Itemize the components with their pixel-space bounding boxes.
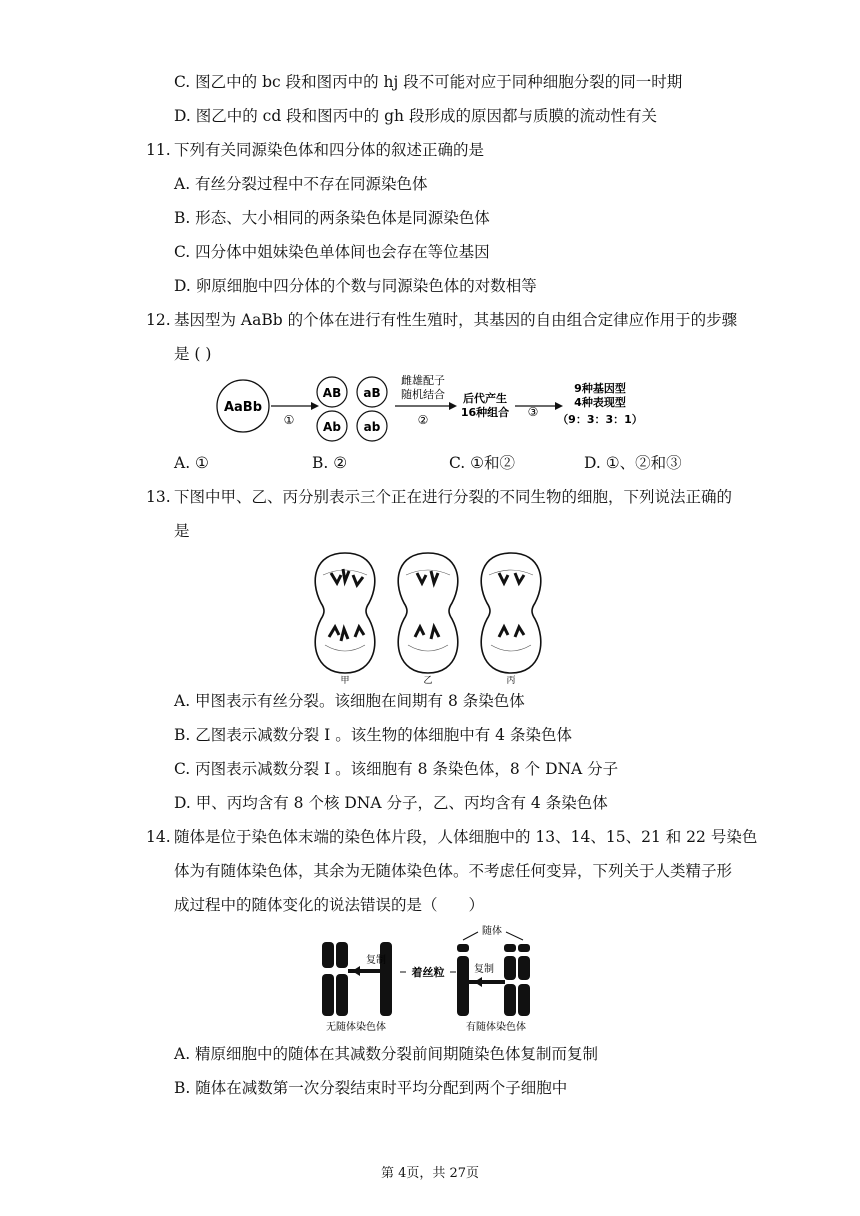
q11-option-b: B. 形态、大小相同的两条染色体是同源染色体 <box>174 209 490 227</box>
copy-label-left: 复制 <box>366 955 386 966</box>
cell-label-bing: 丙 <box>506 676 516 685</box>
q10-option-d: D. 图乙中的 cd 段和图丙中的 gh 段形成的原因都与质膜的流动性有关 <box>174 107 657 125</box>
q12-stem-line2: 是 ( ) <box>174 345 212 363</box>
page-footer: 第 4页，共 27页 <box>380 1166 480 1181</box>
q13-stem-line2: 是 <box>174 522 190 540</box>
q13-option-a: A. 甲图表示有丝分裂。该细胞在间期有 8 条染色体 <box>174 692 525 710</box>
q14-stem-line3: 成过程中的随体变化的说法错误的是（ ） <box>174 896 485 914</box>
gamete-label: Ab <box>323 420 341 434</box>
caption-with-satellite: 有随体染色体 <box>466 1022 526 1033</box>
q13-option-d: D. 甲、丙均含有 8 个核 DNA 分子，乙、丙均含有 4 条染色体 <box>174 794 608 812</box>
cell-label-jia: 甲 <box>340 676 350 685</box>
q13-option-c: C. 丙图表示减数分裂 I 。该细胞有 8 条染色体，8 个 DNA 分子 <box>174 760 619 778</box>
offspring-line2: 16种组合 <box>460 406 510 419</box>
q14-chromosome-figure <box>318 922 548 1034</box>
result-line3: （9：3：3：1） <box>557 413 643 426</box>
gamete-label: ab <box>363 420 381 434</box>
q11-option-c: C. 四分体中姐妹染色单体间也会存在等位基因 <box>174 243 490 261</box>
q14-option-a: A. 精原细胞中的随体在其减数分裂前间期随染色体复制而复制 <box>174 1045 599 1063</box>
q12-option-d: D. ①、②和③ <box>584 454 682 472</box>
parent-genotype: AaBb <box>223 400 263 415</box>
cell-bing <box>481 553 541 673</box>
arrow-right <box>474 977 482 987</box>
q12-option-c: C. ①和② <box>449 454 516 472</box>
q12-number: 12. <box>146 311 171 329</box>
step-2-label: ② <box>417 413 429 427</box>
gamete-label: AB <box>322 386 342 400</box>
step-2-text-line1: 雌雄配子 <box>401 374 445 387</box>
q12-option-a: A. ① <box>174 454 209 472</box>
q14-stem-line1: 随体是位于染色体末端的染色体片段，人体细胞中的 13、14、15、21 和 22 号染色 <box>174 828 758 846</box>
q13-option-b: B. 乙图表示减数分裂 I 。该生物的体细胞中有 4 条染色体 <box>174 726 572 744</box>
cell-label-yi: 乙 <box>423 676 433 685</box>
satellite-label: 随体 <box>482 926 502 937</box>
q10-option-c: C. 图乙中的 bc 段和图丙中的 hj 段不可能对应于同种细胞分裂的同一时期 <box>174 73 683 91</box>
q13-cells-figure <box>303 545 553 685</box>
q14-stem-line2: 体为有随体染色体，其余为无随体染色体。不考虑任何变异，下列关于人类精子形 <box>174 862 733 880</box>
step-3-label: ③ <box>527 405 539 419</box>
chromosome-without-satellite <box>322 942 392 1016</box>
copy-label-right: 复制 <box>474 964 494 975</box>
centromere-label: 着丝粒 <box>411 966 445 979</box>
q13-number: 13. <box>146 488 171 506</box>
result-line1: 9种基因型 <box>574 382 626 395</box>
result-line2: 4种表现型 <box>574 396 626 409</box>
q14-number: 14. <box>146 828 171 846</box>
cell-jia <box>315 553 375 673</box>
q14-option-b: B. 随体在减数第一次分裂结束时平均分配到两个子细胞中 <box>174 1079 568 1097</box>
cell-yi <box>398 553 458 673</box>
q11-option-d: D. 卵原细胞中四分体的个数与同源染色体的对数相等 <box>174 277 537 295</box>
q11-option-a: A. 有丝分裂过程中不存在同源染色体 <box>174 175 428 193</box>
step-1-label: ① <box>283 413 295 427</box>
q11-number: 11. <box>146 141 171 159</box>
arrow-left <box>352 966 360 976</box>
gamete-label: aB <box>363 386 381 400</box>
caption-without-satellite: 无随体染色体 <box>326 1022 386 1033</box>
q12-option-b: B. ② <box>312 454 348 472</box>
q12-figure <box>215 372 685 444</box>
step-2-text-line2: 随机结合 <box>401 388 445 401</box>
q13-stem-line1: 下图中甲、乙、丙分别表示三个正在进行分裂的不同生物的细胞，下列说法正确的 <box>174 488 733 506</box>
offspring-line1: 后代产生 <box>463 392 507 405</box>
q12-stem-line1: 基因型为 AaBb 的个体在进行有性生殖时，其基因的自由组合定律应作用于的步骤 <box>174 311 738 329</box>
q11-stem: 下列有关同源染色体和四分体的叙述正确的是 <box>174 141 485 159</box>
